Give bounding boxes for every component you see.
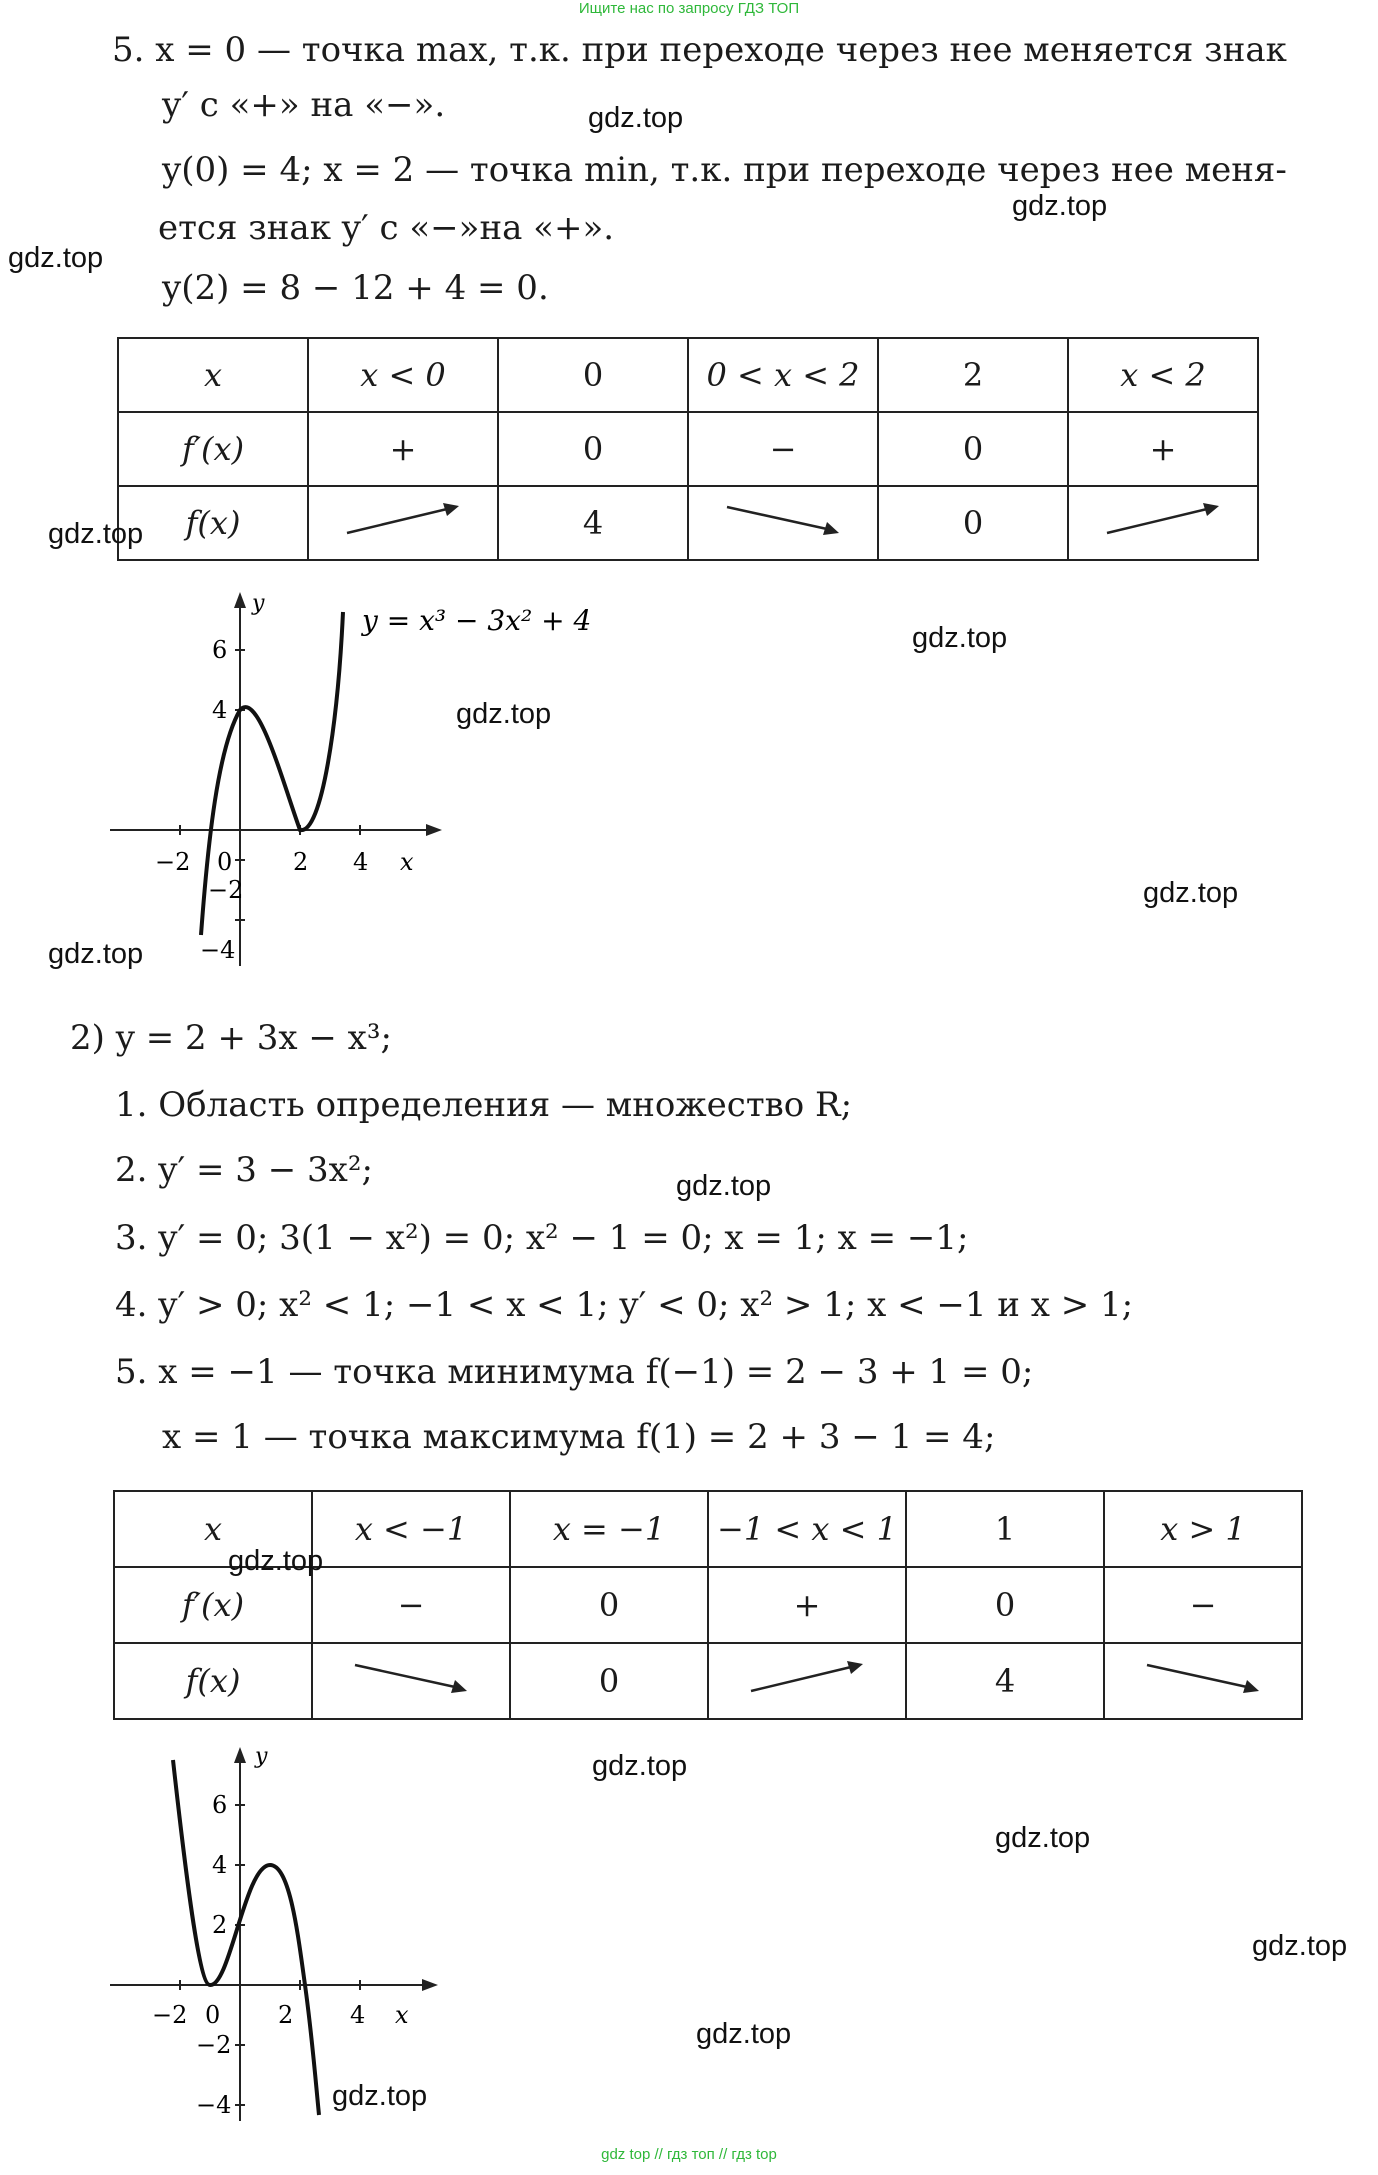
graph2-y-tick: −2 [196,2031,232,2059]
table2-arrow-down-cell [312,1643,510,1719]
watermark: gdz.top [912,622,1008,654]
table1-header-cell: x < 2 [1068,338,1258,412]
increasing-arrow-icon [1103,499,1223,539]
watermark: gdz.top [8,242,104,274]
graph1-x-tick: −2 [155,848,191,876]
watermark: gdz.top [592,1750,688,1782]
table1-header-cell: 2 [878,338,1068,412]
watermark: gdz.top [228,1545,324,1577]
watermark: gdz.top [456,698,552,730]
step5-line4: ется знак y′ с «−»на «+». [158,208,615,248]
increasing-arrow-icon [747,1657,867,1697]
table2-function-row [114,1643,1302,1719]
variation-table-2 [113,1490,1303,1720]
watermark: gdz.top [588,102,684,134]
watermark: gdz.top [696,2018,792,2050]
variation-table-1 [117,337,1259,561]
table1-derivative-label: f′(x) [118,412,308,486]
part2-step3: 3. y′ = 0; 3(1 − x²) = 0; x² − 1 = 0; x = 1; x = −1; [115,1218,969,1258]
table1-arrow-up-cell [308,486,498,560]
table1-header-cell: x < 0 [308,338,498,412]
table2-value-cell: 4 [906,1643,1104,1719]
graph1-y-tick: −2 [208,876,244,904]
table1-value-cell: 4 [498,486,688,560]
graph1-x-tick: 2 [293,848,309,876]
table1-value-cell: 0 [878,486,1068,560]
top-banner[interactable]: Ищите нас по запросу ГДЗ ТОП [578,0,800,17]
table1-function-row [118,486,1258,560]
watermark: gdz.top [1252,1930,1348,1962]
table1-arrow-up-cell [1068,486,1258,560]
table2-header-cell: 1 [906,1491,1104,1567]
graph2-y-tick: −4 [196,2091,232,2119]
decreasing-arrow-icon [351,1657,471,1697]
table1-function-label: f(x) [118,486,308,560]
table1-sign-cell: + [1068,412,1258,486]
watermark: gdz.top [48,938,144,970]
table1-header-cell: 0 [498,338,688,412]
table2-derivative-label: f′(x) [114,1567,312,1643]
table2-header-x: x [114,1491,312,1567]
table2-header-cell: x = −1 [510,1491,708,1567]
table1-header-cell: 0 < x < 2 [688,338,878,412]
part2-step5-line2: x = 1 — точка максимума f(1) = 2 + 3 − 1 = 4; [162,1417,996,1457]
step5-line1: 5. x = 0 — точка max, т.к. при переходе через нее меняется знак [112,30,1287,70]
step5-line5: y(2) = 8 − 12 + 4 = 0. [162,268,549,308]
graph-2 [100,1735,460,2125]
watermark: gdz.top [995,1822,1091,1854]
part2-title: 2) y = 2 + 3x − x³; [70,1018,392,1058]
graph2-y-tick: 6 [212,1791,228,1819]
decreasing-arrow-icon [723,499,843,539]
table2-arrow-up-cell [708,1643,906,1719]
footer-links[interactable]: gdz top // гдз топ // гдз top [601,2146,777,2163]
watermark: gdz.top [1012,190,1108,222]
table1-header-row [118,338,1258,412]
table2-header-cell: x < −1 [312,1491,510,1567]
part2-step5-line1: 5. x = −1 — точка минимума f(−1) = 2 − 3 + 1 = 0; [115,1352,1034,1392]
table2-function-label: f(x) [114,1643,312,1719]
table1-derivative-row [118,412,1258,486]
part2-step1: 1. Область определения — множество R; [115,1085,853,1125]
graph1-x-axis-label: x [400,848,414,876]
table2-sign-cell: 0 [510,1567,708,1643]
graph1-x-tick: 4 [353,848,369,876]
watermark: gdz.top [48,518,144,550]
increasing-arrow-icon [343,499,463,539]
graph2-x-tick: 2 [278,2001,294,2029]
table2-header-cell: −1 < x < 1 [708,1491,906,1567]
table1-sign-cell: + [308,412,498,486]
graph2-y-tick: 2 [212,1911,228,1939]
table1-sign-cell: 0 [878,412,1068,486]
graph2-y-axis-label: y [255,1744,268,1769]
graph2-y-tick: 4 [212,1851,228,1879]
watermark: gdz.top [676,1170,772,1202]
table2-sign-cell: 0 [906,1567,1104,1643]
graph2-x-tick: −2 [152,2001,188,2029]
table2-sign-cell: − [1104,1567,1302,1643]
table2-header-cell: x > 1 [1104,1491,1302,1567]
graph1-y-tick: 6 [212,636,228,664]
graph1-x-tick: 0 [217,848,233,876]
decreasing-arrow-icon [1143,1657,1263,1697]
part2-step4: 4. y′ > 0; x² < 1; −1 < x < 1; y′ < 0; x² > 1; x < −1 и x > 1; [115,1285,1134,1325]
curve-y-2-3x-x3 [173,1760,319,2115]
watermark: gdz.top [332,2080,428,2112]
table1-arrow-down-cell [688,486,878,560]
table2-sign-cell: + [708,1567,906,1643]
table1-sign-cell: 0 [498,412,688,486]
table2-sign-cell: − [312,1567,510,1643]
step5-line2: y′ с «+» на «−». [162,85,446,125]
graph1-equation-label: y = x³ − 3x² + 4 [362,604,592,637]
graph1-y-tick: −4 [200,936,236,964]
table2-value-cell: 0 [510,1643,708,1719]
table1-header-x: x [118,338,308,412]
part2-step2: 2. y′ = 3 − 3x²; [115,1150,373,1190]
graph1-y-tick: 4 [212,696,228,724]
table2-derivative-row [114,1567,1302,1643]
graph1-y-axis-label: y [252,591,265,616]
graph2-x-tick: 0 [205,2001,221,2029]
table1-sign-cell: − [688,412,878,486]
watermark: gdz.top [1143,877,1239,909]
step5-line3: y(0) = 4; x = 2 — точка min, т.к. при переходе через нее меня- [162,150,1287,190]
table2-arrow-down-cell [1104,1643,1302,1719]
graph2-x-tick: 4 [350,2001,366,2029]
graph-1 [100,580,620,970]
graph2-x-axis-label: x [395,2001,409,2029]
